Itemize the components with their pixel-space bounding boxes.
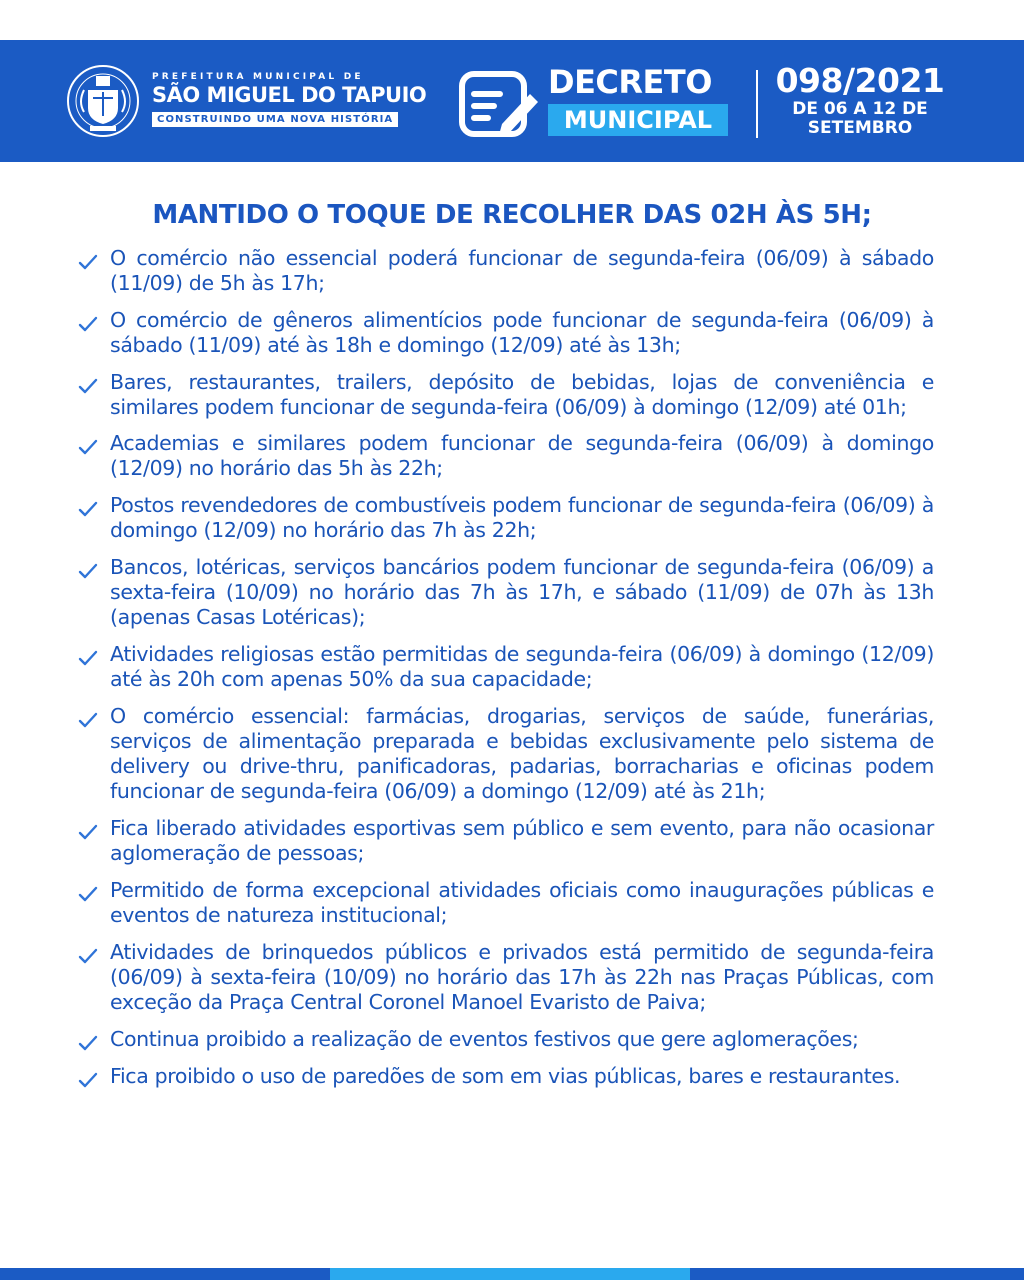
item-text: Permitido de forma excepcional atividades oficiais como inaugurações públicas e eventos de natureza institucional; [110, 878, 934, 927]
list-item [78, 704, 934, 804]
slogan-badge: CONSTRUINDO UMA NOVA HISTÓRIA [152, 112, 398, 127]
list-item [78, 1064, 934, 1089]
check-icon [78, 1070, 98, 1090]
item-text: O comércio essencial: farmácias, drogarias, serviços de saúde, funerárias, serviços de alimentação preparada e bebidas exclusivamente pelo sistema de delivery ou drive-thru, panificadoras, padarias, borracharias e oficinas podem funcionar de segunda-feira (06/09) a domingo (12/09) até às 21h; [110, 704, 934, 803]
list-item [78, 816, 934, 866]
prefeitura-label: PREFEITURA MUNICIPAL DE [152, 72, 364, 82]
item-text: Academias e similares podem funcionar de segunda-feira (06/09) à domingo (12/09) no horário das 5h às 22h; [110, 431, 934, 480]
municipal-badge: MUNICIPAL [548, 104, 728, 136]
item-text: Postos revendedores de combustíveis podem funcionar de segunda-feira (06/09) à domingo (12/09) no horário das 7h às 22h; [110, 493, 934, 542]
footer-accent [330, 1268, 690, 1280]
list-item [78, 940, 934, 1015]
top-strip [0, 0, 1024, 40]
period-line-2: SETEMBRO [807, 118, 913, 138]
document-edit-icon [458, 68, 540, 140]
check-icon [78, 1033, 98, 1053]
list-item [78, 431, 934, 481]
list-item [78, 246, 934, 296]
check-icon [78, 499, 98, 519]
header-banner [0, 40, 1024, 162]
item-text: O comércio não essencial poderá funcionar de segunda-feira (06/09) à sábado (11/09) de 5h às 17h; [110, 246, 934, 295]
list-item [78, 642, 934, 692]
check-icon [78, 314, 98, 334]
item-text: Bares, restaurantes, trailers, depósito de bebidas, lojas de conveniência e similares podem funcionar de segunda-feira (06/09) à domingo (12/09) até 01h; [110, 370, 934, 419]
item-text: Continua proibido a realização de eventos festivos que gere aglomerações; [110, 1027, 859, 1051]
check-icon [78, 884, 98, 904]
list-item [78, 493, 934, 543]
decree-period [770, 100, 950, 138]
check-icon [78, 710, 98, 730]
item-text: Atividades de brinquedos públicos e privados está permitido de segunda-feira (06/09) à sexta-feira (10/09) no horário das 17h às 22h nas Praças Públicas, com exceção da Praça Central Coronel Manoel Evaristo de Paiva; [110, 940, 934, 1014]
list-item [78, 1027, 934, 1052]
check-icon [78, 822, 98, 842]
measures-list [78, 246, 934, 1089]
item-text: Atividades religiosas estão permitidas de segunda-feira (06/09) à domingo (12/09) até às 20h com apenas 50% da sua capacidade; [110, 642, 934, 691]
city-name: SÃO MIGUEL DO TAPUIO [152, 83, 427, 107]
municipal-seal-icon [66, 62, 140, 140]
check-icon [78, 648, 98, 668]
item-text: O comércio de gêneros alimentícios pode funcionar de segunda-feira (06/09) à sábado (11/09) até às 18h e domingo (12/09) até às 13h; [110, 308, 934, 357]
check-icon [78, 437, 98, 457]
decree-number: 098/2021 [775, 61, 945, 100]
footer-bar [0, 1268, 1024, 1280]
list-item [78, 555, 934, 630]
list-item [78, 370, 934, 420]
check-icon [78, 252, 98, 272]
decreto-label: DECRETO [548, 63, 712, 101]
item-text: Fica liberado atividades esportivas sem público e sem evento, para não ocasionar aglomeração de pessoas; [110, 816, 934, 865]
item-text: Fica proibido o uso de paredões de som em vias públicas, bares e restaurantes. [110, 1064, 901, 1088]
header-divider [756, 70, 758, 138]
check-icon [78, 946, 98, 966]
item-text: Bancos, lotéricas, serviços bancários podem funcionar de segunda-feira (06/09) a sexta-feira (10/09) no horário das 7h às 17h, e sábado (11/09) de 07h às 13h (apenas Casas Lotéricas); [110, 555, 934, 629]
main-title: MANTIDO O TOQUE DE RECOLHER DAS 02H ÀS 5H; [152, 200, 872, 230]
list-item [78, 878, 934, 928]
list-item [78, 308, 934, 358]
check-icon [78, 561, 98, 581]
period-line-1: DE 06 A 12 DE [792, 99, 928, 119]
check-icon [78, 376, 98, 396]
